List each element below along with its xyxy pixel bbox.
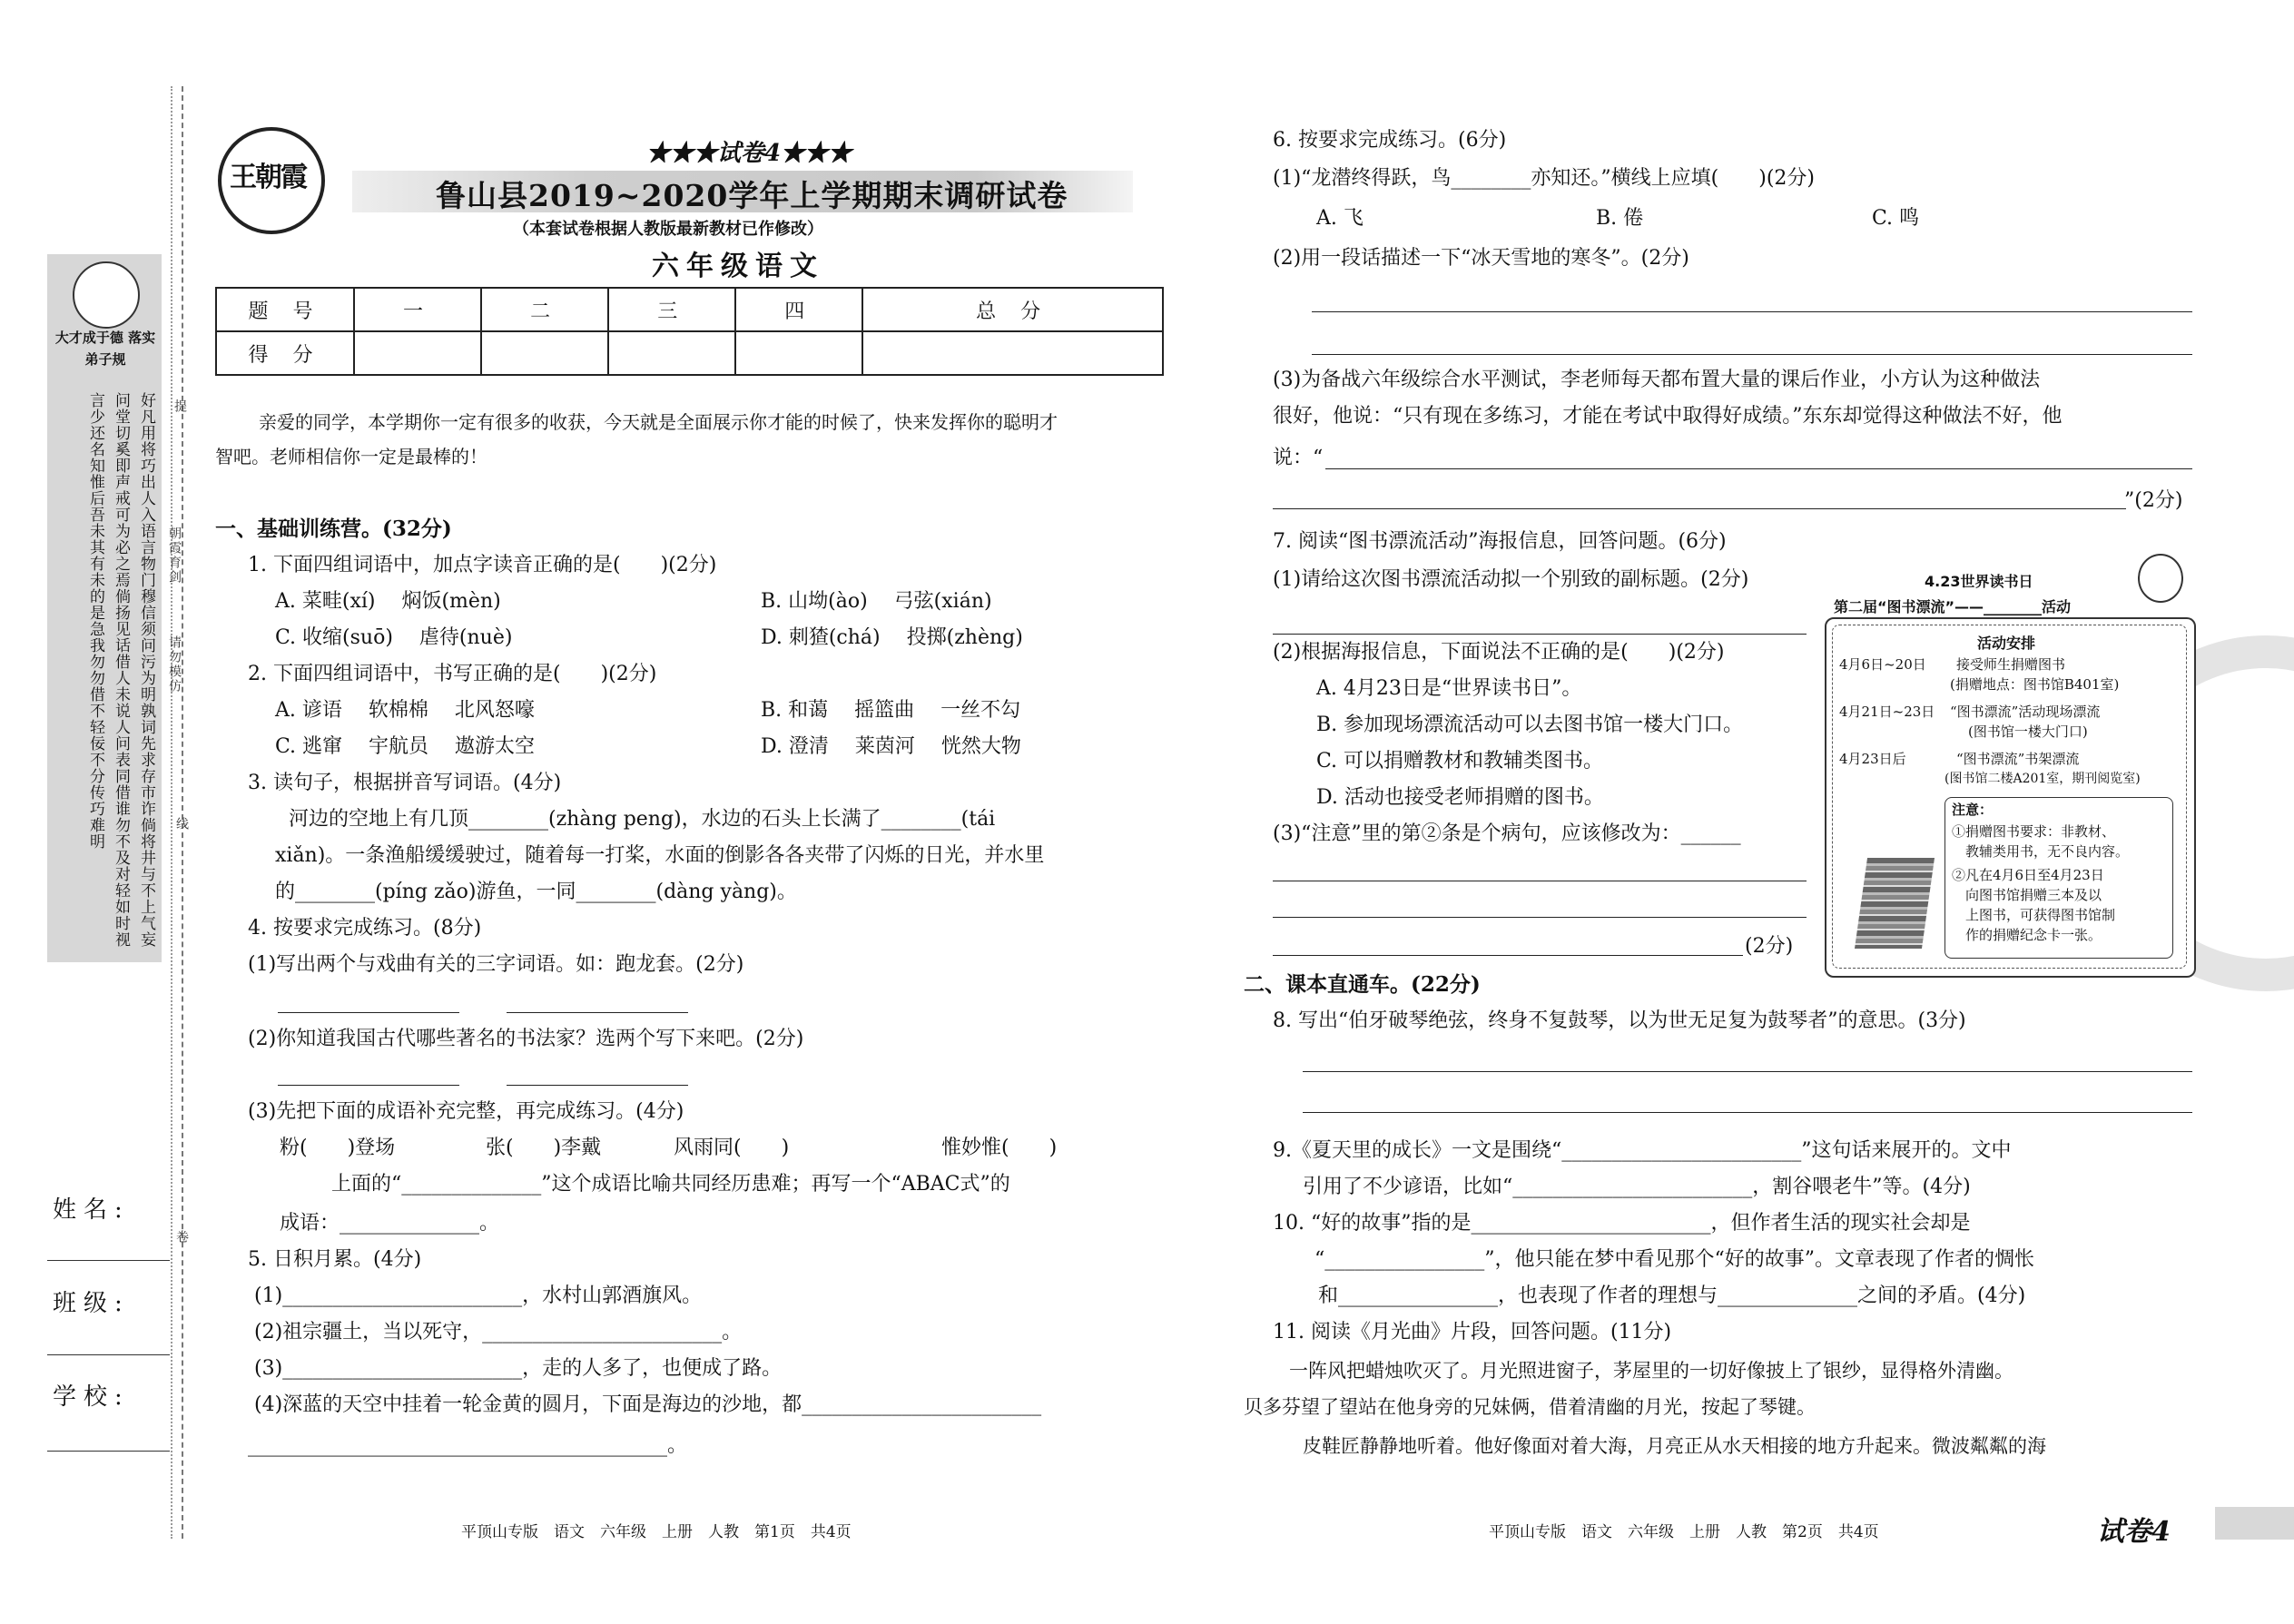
question-6-3: (3)为备战六年级综合水平测试，李老师每天都布置大量的课后作业，小方认为这种做法 bbox=[1273, 369, 2041, 391]
notice-line: 作的捐赠纪念卡一张。 bbox=[1965, 927, 2102, 943]
idiom-blank[interactable]: 粉( )登场 bbox=[280, 1137, 396, 1159]
footer-bar bbox=[2215, 1507, 2294, 1540]
idiom-blank[interactable]: 风雨同( ) bbox=[674, 1137, 790, 1159]
answer-line[interactable] bbox=[1325, 468, 2192, 469]
schedule-event: “图书漂流”书架漂流 bbox=[1956, 751, 2080, 767]
notice-line: 向图书馆捐赠三本及以 bbox=[1965, 887, 2102, 903]
score-cell: 四 bbox=[735, 288, 862, 331]
question-11: 11. 阅读《月光曲》片段，回答问题。(11分) bbox=[1273, 1321, 1672, 1343]
schedule-date: 4月23日后 bbox=[1839, 751, 1906, 767]
answer-blank[interactable] bbox=[278, 1012, 459, 1013]
option-b[interactable]: B. 倦 bbox=[1596, 207, 1644, 230]
logo-text: 王朝霞 bbox=[230, 162, 306, 193]
reading-passage: 一阵风把蜡烛吹灭了。月光照进窗子，茅屋里的一切好像披上了银纱，显得格外清幽。 bbox=[1289, 1360, 2013, 1382]
score-input[interactable] bbox=[862, 331, 1163, 375]
score-cell: 得 分 bbox=[216, 331, 354, 375]
scholar-illustration bbox=[73, 261, 140, 329]
question-5-3: (3)________________________，走的人多了，也便成了路。 bbox=[254, 1357, 783, 1380]
schedule-date: 4月21日~23日 bbox=[1839, 704, 1935, 720]
question-9: 引用了不少谚语，比如“________________________，割谷喂老牛”等。(4分) bbox=[1303, 1176, 1971, 1198]
score-input[interactable] bbox=[735, 331, 862, 375]
answer-line[interactable] bbox=[1273, 508, 2126, 509]
question-4: 4. 按要求完成练习。(8分) bbox=[248, 917, 482, 940]
school-label: 学校: bbox=[53, 1383, 130, 1411]
question-4-3-text: 上面的“______________”这个成语比喻共同经历患难；再写一个“ABAC式”的 bbox=[331, 1173, 1010, 1196]
option-b[interactable]: B. 参加现场漂流活动可以去图书馆一楼大门口。 bbox=[1316, 714, 1744, 736]
question-3-text: 的________(píng zǎo)游鱼，一同________(dàng yàng)。 bbox=[275, 881, 797, 903]
question-2: 2. 下面四组词语中，书写正确的是( )(2分) bbox=[248, 663, 657, 685]
schedule-event: “图书漂流”活动现场漂流 bbox=[1950, 704, 2101, 720]
option-b[interactable]: B. 和蔼 摇篮曲 一丝不勾 bbox=[761, 699, 1021, 722]
option-a[interactable]: A. 飞 bbox=[1316, 207, 1364, 230]
question-9: 9.《夏天里的成长》一文是围绕“________________________”这句话来展开的。文中 bbox=[1273, 1139, 2012, 1162]
answer-line[interactable] bbox=[1303, 1112, 2192, 1113]
answer-blank[interactable] bbox=[507, 1085, 688, 1086]
score-table bbox=[215, 287, 1164, 376]
books-illustration bbox=[1855, 858, 1935, 949]
score-cell: 二 bbox=[481, 288, 608, 331]
score-cell: 题 号 bbox=[216, 288, 354, 331]
binding-line-outer bbox=[182, 86, 183, 1539]
name-label: 姓名: bbox=[53, 1196, 130, 1224]
child-illustration bbox=[2138, 554, 2183, 603]
question-1: 1. 下面四组词语中，加点字读音正确的是( )(2分) bbox=[248, 554, 717, 576]
answer-line[interactable] bbox=[1312, 354, 2192, 355]
option-c[interactable]: C. 鸣 bbox=[1872, 207, 1920, 230]
intro-line: 智吧。老师相信你一定是最棒的！ bbox=[215, 446, 487, 468]
reading-passage: 皮鞋匠静静地听着。他好像面对着大海，月亮正从水天相接的地方升起来。微波粼粼的海 bbox=[1303, 1435, 2046, 1457]
option-c[interactable]: C. 收缩(suō) 虐待(nuè) bbox=[275, 626, 513, 649]
notice-line: ①捐赠图书要求：非教材、 bbox=[1952, 823, 2116, 840]
score-input[interactable] bbox=[481, 331, 608, 375]
footer-tag: 试卷4 bbox=[2097, 1516, 2171, 1548]
intro-line: 亲爱的同学，本学期你一定有很多的收获，今天就是全面展示你才能的时候了，快来发挥你的聪明才 bbox=[259, 411, 1058, 433]
score-cell: 一 bbox=[354, 288, 481, 331]
answer-line[interactable] bbox=[1273, 917, 1807, 918]
score-cell: 三 bbox=[608, 288, 735, 331]
grade-subject: 六年级语文 bbox=[652, 251, 824, 282]
name-field[interactable] bbox=[47, 1260, 170, 1261]
section-heading: 二、课本直通车。(22分) bbox=[1244, 972, 1481, 997]
reading-passage: 贝多芬望了望站在他身旁的兄妹俩，借着清幽的月光，按起了琴键。 bbox=[1244, 1396, 1816, 1418]
score-header-row bbox=[216, 288, 1163, 331]
page-title: 鲁山县2019~2020学年上学期期末调研试卷 bbox=[436, 178, 1068, 213]
idiom-blank[interactable]: 张( )李戴 bbox=[486, 1137, 602, 1159]
school-field[interactable] bbox=[47, 1451, 170, 1452]
side-note-4: 线 bbox=[174, 817, 189, 832]
schedule-event: 接受师生捐赠图书 bbox=[1956, 656, 2066, 673]
notice-line: 上图书，可获得图书馆制 bbox=[1965, 907, 2116, 923]
option-d[interactable]: D. 刺猹(chá) 投掷(zhèng) bbox=[761, 626, 1023, 649]
score-input[interactable] bbox=[354, 331, 481, 375]
question-3-text: xiǎn)。一条渔船缓缓驶过，随着每一打桨，水面的倒影各各夹带了闪烁的日光，并水里 bbox=[275, 844, 1045, 867]
question-7-3-score: (2分) bbox=[1745, 935, 1794, 958]
question-6: 6. 按要求完成练习。(6分) bbox=[1273, 129, 1507, 152]
page-footer: 平顶山专版 语文 六年级 上册 人教 第1页 共4页 bbox=[461, 1523, 852, 1541]
score-value-row bbox=[216, 331, 1163, 375]
notice-title: 注意： bbox=[1952, 802, 1994, 818]
page-footer: 平顶山专版 语文 六年级 上册 人教 第2页 共4页 bbox=[1489, 1523, 1879, 1541]
notice-line: ②凡在4月6日至4月23日 bbox=[1952, 867, 2104, 883]
schedule-title: 活动安排 bbox=[1977, 635, 2036, 652]
schedule-place: (图书馆一楼大门口) bbox=[1968, 723, 2088, 740]
question-3-text: 河边的空地上有几顶________(zhàng peng)，水边的石头上长满了________(tái bbox=[289, 808, 996, 831]
question-5-4: (4)深蓝的天空中挂着一轮金黄的圆月，下面是海边的沙地，都________________________ bbox=[254, 1393, 1042, 1416]
side-note-5: 卷 bbox=[174, 1230, 189, 1245]
idiom-blank[interactable]: 惟妙惟( ) bbox=[941, 1137, 1058, 1159]
question-7: 7. 阅读“图书漂流活动”海报信息，回答问题。(6分) bbox=[1273, 530, 1727, 553]
question-5-2: (2)祖宗疆土，当以死守，________________________。 bbox=[254, 1321, 743, 1343]
option-a[interactable]: A. 谚语 软棉棉 北风怒嚎 bbox=[275, 699, 535, 722]
schedule-place: (图书馆二楼A201室，期刊阅览室) bbox=[1944, 772, 2141, 786]
option-a[interactable]: A. 4月23日是“世界读书日”。 bbox=[1316, 677, 1582, 700]
paper-tag: ★★★试卷4★★★ bbox=[646, 140, 852, 167]
page-subtitle: （本套试卷根据人教版最新教材已作修改） bbox=[513, 220, 823, 239]
answer-blank[interactable] bbox=[278, 1085, 459, 1086]
question-4-3-text: 成语：______________。 bbox=[280, 1212, 500, 1235]
class-field[interactable] bbox=[47, 1354, 170, 1355]
notice-line: 教辅类用书，无不良内容。 bbox=[1965, 843, 2130, 860]
question-4-3: (3)先把下面的成语补充完整，再完成练习。(4分) bbox=[248, 1100, 684, 1123]
question-4-2: (2)你知道我国古代哪些著名的书法家？选两个写下来吧。(2分) bbox=[248, 1028, 804, 1050]
question-5: 5. 日积月累。(4分) bbox=[248, 1248, 422, 1271]
answer-line[interactable] bbox=[1273, 634, 1807, 635]
section-heading: 一、基础训练营。(32分) bbox=[215, 517, 452, 541]
option-d[interactable]: D. 澄清 莱茵河 恍然大物 bbox=[761, 735, 1021, 758]
answer-blank[interactable] bbox=[507, 1012, 688, 1013]
motto-text: 好凡用将巧出人入语言物门穆信须问污为明孰词先求存市诈倘将井与不上气妄问堂切奚即声戒可为必之焉倘扬见话借人未说人问表同借谁勿不及对轻如时视言少还名知惟后吾未其有未的是急我勿勿借不轻佞不分传巧难明 bbox=[86, 392, 155, 948]
answer-line[interactable] bbox=[1303, 1071, 2192, 1072]
option-c[interactable]: C. 可以捐赠教材和教辅类图书。 bbox=[1316, 750, 1604, 773]
side-note-3: 请勿模仿 bbox=[167, 635, 182, 694]
question-10: 和________________，也表现了作者的理想与______________之间的矛盾。(4分) bbox=[1318, 1284, 2026, 1307]
question-10: “________________”，他只能在梦中看见那个“好的故事”。文章表现了作者的惆怅 bbox=[1314, 1248, 2034, 1271]
motto-title: 大才成于德 落实弟子规 bbox=[54, 330, 156, 368]
question-6-2: (2)用一段话描述一下“冰天雪地的寒冬”。(2分) bbox=[1273, 247, 1689, 270]
question-8: 8. 写出“伯牙破琴绝弦，终身不复鼓琴，以为世无足复为鼓琴者”的意思。(3分) bbox=[1273, 1009, 1966, 1032]
option-c[interactable]: C. 逃窜 宇航员 遨游太空 bbox=[275, 735, 536, 758]
option-a[interactable]: A. 菜畦(xí) 焖饭(mèn) bbox=[275, 590, 501, 613]
score-cell: 总 分 bbox=[862, 288, 1163, 331]
schedule-place: (捐赠地点：图书馆B401室) bbox=[1950, 676, 2120, 693]
side-note-1: 提 bbox=[172, 399, 187, 414]
question-6-3-score: ”(2分) bbox=[2124, 489, 2183, 512]
question-7-2: (2)根据海报信息，下面说法不正确的是( )(2分) bbox=[1273, 641, 1725, 664]
question-7-1: (1)请给这次图书漂流活动拟一个别致的副标题。(2分) bbox=[1273, 568, 1749, 591]
question-6-3: 很好，他说：“只有现在多练习，才能在考试中取得好成绩。”东东却觉得这种做法不好，他 bbox=[1273, 405, 2063, 428]
question-10: 10. “好的故事”指的是________________________，但作者生活的现实社会却是 bbox=[1273, 1212, 1971, 1235]
question-7-3: (3)“注意”里的第②条是个病句，应该修改为：______ bbox=[1273, 822, 1741, 845]
score-input[interactable] bbox=[608, 331, 735, 375]
question-6-3: 说：“ bbox=[1273, 447, 1324, 469]
option-b[interactable]: B. 山坳(ào) 弓弦(xián) bbox=[761, 590, 992, 613]
option-d[interactable]: D. 活动也接受老师捐赠的图书。 bbox=[1316, 786, 1604, 809]
question-6-1: (1)“龙潜终得跃，鸟________亦知还。”横线上应填( )(2分) bbox=[1273, 167, 1815, 190]
side-note-2: 朝霞育剑 bbox=[167, 527, 182, 585]
poster-top: 4.23世界读书日 bbox=[1925, 573, 2033, 590]
schedule-date: 4月6日~20日 bbox=[1839, 656, 1926, 673]
question-4-1: (1)写出两个与戏曲有关的三字词语。如：跑龙套。(2分) bbox=[248, 953, 744, 976]
binding-line-inner bbox=[171, 86, 172, 1539]
answer-line[interactable] bbox=[1312, 311, 2192, 312]
class-label: 班级: bbox=[53, 1290, 130, 1317]
answer-line[interactable] bbox=[1273, 955, 1743, 956]
question-3: 3. 读句子，根据拼音写词语。(4分) bbox=[248, 772, 562, 794]
poster-title: 第二届“图书漂流”——________活动 bbox=[1834, 598, 2072, 615]
question-5-4: __________________________________________。 bbox=[248, 1434, 688, 1457]
question-5-1: (1)________________________，水村山郭酒旗风。 bbox=[254, 1284, 703, 1307]
